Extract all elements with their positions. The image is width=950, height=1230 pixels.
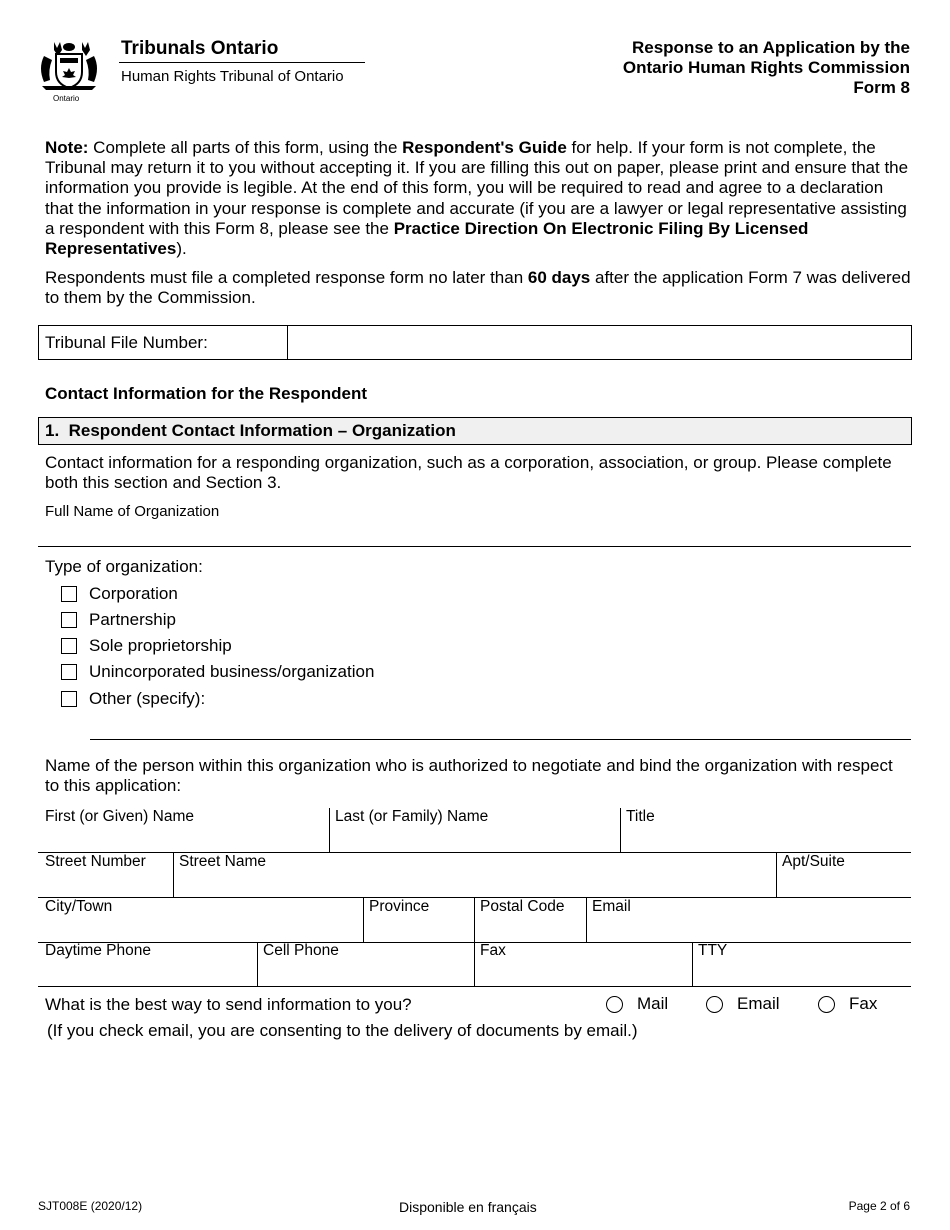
org-type-other[interactable] — [61, 688, 205, 710]
full-name-underline — [38, 546, 911, 547]
grid-divider — [38, 897, 911, 898]
form-title-line-2: Ontario Human Rights Commission — [622, 58, 910, 77]
note-text-1: Complete all parts of this form, using the — [88, 138, 403, 157]
partnership-checkbox[interactable] — [61, 612, 77, 628]
street-number-label: Street Number — [45, 853, 146, 870]
deadline-text-1: Respondents must file a completed response form no later than — [45, 268, 528, 287]
corporation-label: Corporation — [89, 584, 178, 603]
tty-input[interactable] — [696, 962, 912, 986]
deadline-days: 60 days — [527, 268, 591, 287]
grid-divider — [329, 808, 330, 852]
note-paragraph — [45, 138, 911, 259]
title-input[interactable] — [624, 828, 912, 852]
section-1-title: 1. Respondent Contact Information – Organization — [45, 421, 456, 440]
form-title — [550, 38, 910, 98]
deadline-paragraph — [45, 268, 911, 308]
street-number-input[interactable] — [42, 873, 174, 897]
fax-radio[interactable] — [818, 996, 835, 1013]
full-name-of-organization-label: Full Name of Organization — [45, 503, 220, 520]
mail-label: Mail — [637, 994, 669, 1013]
contact-pref-email[interactable] — [706, 994, 780, 1014]
title-label: Title — [626, 808, 655, 825]
last-name-label: Last (or Family) Name — [335, 808, 489, 825]
org-type-corporation[interactable] — [61, 583, 178, 605]
other-checkbox[interactable] — [61, 691, 77, 707]
apt-suite-label: Apt/Suite — [782, 853, 845, 870]
city-town-input[interactable] — [42, 918, 364, 942]
page-number: Page 2 of 6 — [848, 1199, 910, 1213]
province-input[interactable] — [367, 918, 475, 942]
first-name-input[interactable] — [42, 828, 329, 852]
org-subtitle: Human Rights Tribunal of Ontario — [121, 68, 344, 85]
email-consent-note: (If you check email, you are consenting to the delivery of documents by email.) — [47, 1021, 638, 1040]
form-title-line-3: Form 8 — [853, 78, 910, 97]
partnership-label: Partnership — [89, 610, 176, 629]
grid-divider — [620, 808, 621, 852]
first-name-label: First (or Given) Name — [45, 808, 194, 825]
postal-code-label: Postal Code — [480, 898, 565, 915]
authorized-person-text: Name of the person within this organization who is authorized to negotiate and bind the organization with respect to this application: — [45, 756, 893, 796]
tribunal-file-number-label: Tribunal File Number: — [45, 333, 208, 352]
tty-label: TTY — [698, 942, 728, 959]
fax-label: Fax — [480, 942, 506, 959]
email-radio[interactable] — [706, 996, 723, 1013]
email-option-label: Email — [737, 994, 780, 1013]
cell-phone-label: Cell Phone — [263, 942, 339, 959]
deadline-text-2: after the application Form 7 was delivered to them by the Commission. — [45, 268, 911, 308]
logo-caption: Ontario — [53, 94, 80, 103]
practice-direction-link: Practice Direction On Electronic Filing By Licensed Representatives — [45, 218, 809, 259]
sole-proprietorship-checkbox[interactable] — [61, 638, 77, 654]
header-divider — [119, 62, 365, 63]
form-title-line-1: Response to an Application by the — [631, 38, 910, 57]
unincorporated-label: Unincorporated business/organization — [89, 662, 375, 681]
section-1-description: Contact information for a responding organization, such as a corporation, association, or group. Please complete both this section and Section 3. — [45, 453, 892, 493]
mail-radio[interactable] — [606, 996, 623, 1013]
other-specify-underline — [90, 739, 911, 740]
grid-divider — [38, 986, 911, 987]
tribunal-file-number-row — [38, 325, 912, 360]
apt-suite-input[interactable] — [780, 873, 912, 897]
contact-pref-fax[interactable] — [818, 994, 877, 1014]
email-label: Email — [592, 898, 631, 915]
sole-proprietorship-label: Sole proprietorship — [89, 636, 232, 655]
organization-type-label: Type of organization: — [45, 557, 203, 576]
note-text-2: for help. If your form is not complete, the Tribunal may return it to you without accepting it. If you are filling this out on paper, please print and ensure that the information you provide is legible. At the end of this form, you will be required to read and agree to a declaration that the information in your response is complete and accurate (if you are a lawyer or legal representative assisting a respondent with this Form 8, please see the — [45, 138, 909, 238]
postal-code-input[interactable] — [478, 918, 587, 942]
contact-pref-mail[interactable] — [606, 994, 668, 1014]
grid-divider — [38, 942, 911, 943]
other-specify-input[interactable] — [92, 715, 912, 739]
org-type-partnership[interactable] — [61, 609, 176, 631]
fax-option-label: Fax — [849, 994, 878, 1013]
email-input[interactable] — [590, 918, 912, 942]
cell-phone-input[interactable] — [261, 962, 475, 986]
contact-preference-question: What is the best way to send information to you? — [45, 995, 412, 1014]
note-label: Note: — [45, 138, 89, 157]
full-name-of-organization-input[interactable] — [40, 522, 912, 546]
tribunal-file-number-input[interactable] — [291, 329, 907, 356]
file-number-divider — [287, 326, 288, 359]
corporation-checkbox[interactable] — [61, 586, 77, 602]
org-name: Tribunals Ontario — [121, 38, 279, 59]
other-label: Other (specify): — [89, 689, 206, 708]
unincorporated-checkbox[interactable] — [61, 664, 77, 680]
province-label: Province — [369, 898, 430, 915]
french-availability: Disponible en français — [399, 1199, 537, 1215]
fax-input[interactable] — [478, 962, 693, 986]
org-type-unincorporated[interactable] — [61, 661, 374, 683]
grid-divider — [38, 852, 911, 853]
form-code: SJT008E (2020/12) — [38, 1199, 143, 1213]
org-type-sole-proprietorship[interactable] — [61, 635, 232, 657]
daytime-phone-input[interactable] — [42, 962, 258, 986]
respondents-guide-link: Respondent's Guide — [402, 138, 567, 157]
city-town-label: City/Town — [45, 898, 113, 915]
section-1-header — [38, 417, 912, 445]
daytime-phone-label: Daytime Phone — [45, 942, 151, 959]
note-text-3: ). — [176, 239, 187, 259]
street-name-label: Street Name — [179, 853, 267, 870]
contact-info-heading: Contact Information for the Respondent — [45, 384, 368, 403]
street-name-input[interactable] — [177, 873, 777, 897]
last-name-input[interactable] — [333, 828, 620, 852]
